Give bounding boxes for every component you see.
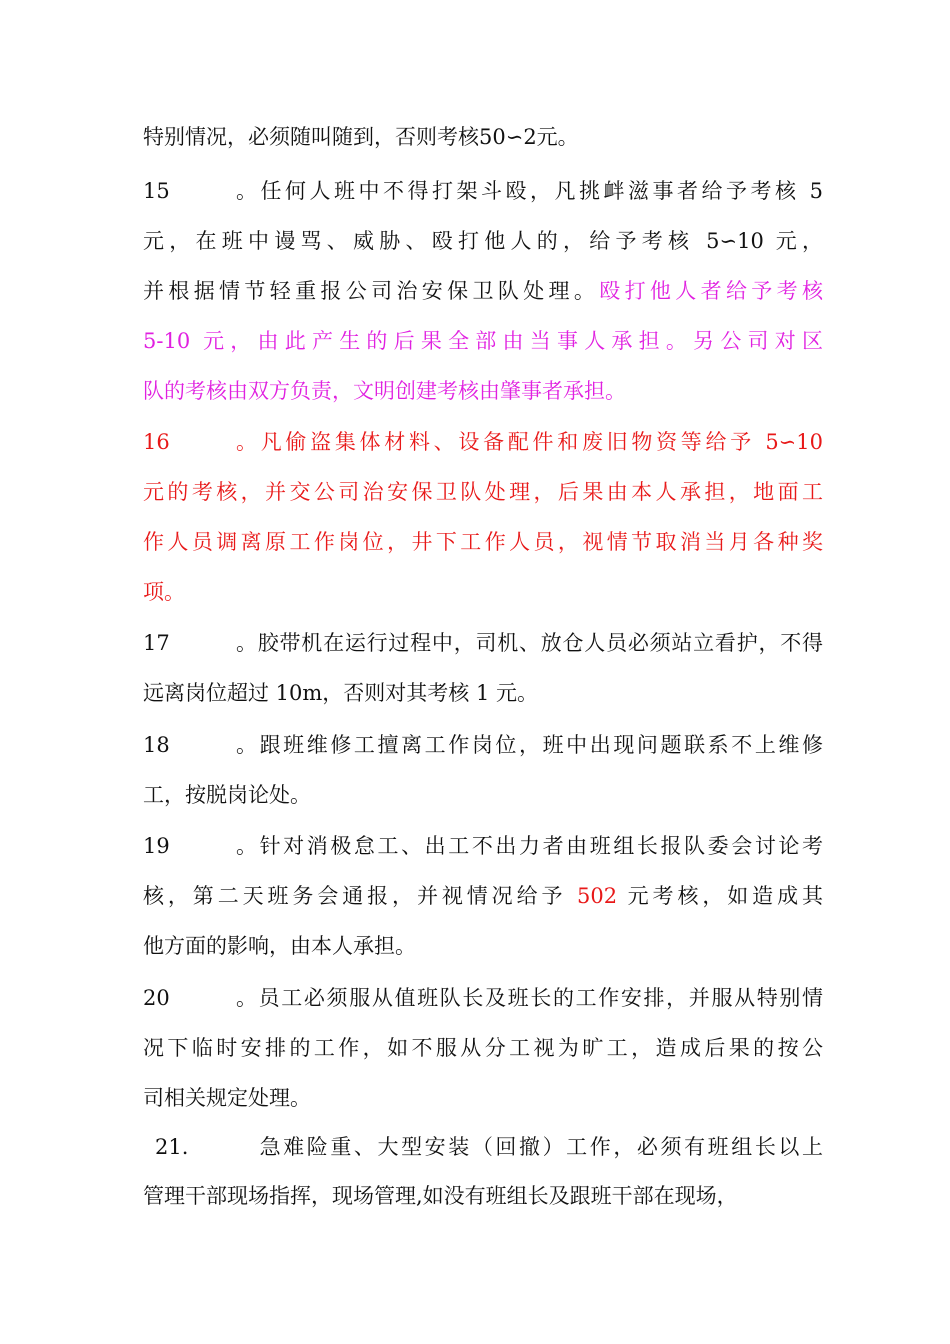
item-19-number: 19。 [143, 834, 257, 858]
item-16-line-2: 元的考核，并交公司治安保卫队处理，后果由本人承担，地面工 [143, 480, 823, 504]
item-21-line-1: 21. 急难险重、大型安装（回撤）工作，必须有班组长以上 [143, 1133, 823, 1161]
item-18-line-2: 工，按脱岗论处。 [143, 783, 311, 807]
item-16-line-1: 16。凡偷盗集体材料、设备配件和废旧物资等给予 5∽10 [143, 430, 823, 454]
item-15-line-5: 队的考核由双方负责，文明创建考核由肇事者承担。 [143, 379, 626, 403]
item-17-line-1: 17。胶带机在运行过程中，司机、放仓人员必须站立看护，不得 [143, 631, 823, 655]
item-21-line-2: 管理干部现场指挥，现场管理,如没有班组长及跟班干部在现场， [143, 1184, 738, 1208]
item-20-line-1: 20。员工必须服从值班队长及班长的工作安排，并服从特别情 [143, 986, 823, 1010]
item-15-number: 15。 [143, 179, 257, 203]
item-18-number: 18。 [143, 733, 257, 757]
item-20-line-2: 况下临时安排的工作，如不服从分工视为旷工，造成后果的按公 [143, 1036, 823, 1060]
item-20-line-3: 司相关规定处理。 [143, 1086, 311, 1110]
item-16-line-3: 作人员调离原工作岗位，井下工作人员，视情节取消当月各种奖 [143, 530, 823, 554]
item-20-number: 20。 [143, 986, 257, 1010]
item-19-line-2: 核，第二天班务会通报，并视情况给予 502 元考核，如造成其 [143, 884, 823, 908]
item-15-line-3: 并根据情节轻重报公司治安保卫队处理。殴打他人者给予考核 [143, 279, 824, 303]
intro-line: 特别情况，必须随叫随到，否则考核50∽2元。 [143, 125, 579, 149]
item-19-line-1: 19。针对消极怠工、出工不出力者由班组长报队委会讨论考 [143, 834, 823, 858]
pink-highlight-text: 殴打他人者给予考核 [599, 279, 824, 303]
item-17-line-2: 远离岗位超过 10m，否则对其考核 1 元。 [143, 681, 539, 705]
item-17-number: 17。 [143, 631, 257, 655]
item-15-line-2: 元，在班中谩骂、威胁、殴打他人的，给予考核 5∽10 元， [143, 229, 823, 253]
item-15-line-4: 5-10 元，由此产生的后果全部由当事人承担。另公司对区 [143, 329, 823, 353]
item-16-number: 16。 [143, 430, 257, 454]
item-16-line-4: 项。 [143, 580, 185, 604]
item-19-line-3: 他方面的影响，由本人承担。 [143, 934, 416, 958]
item-15-line-1: 15。任何人班中不得打架斗殴，凡挑衅滋事者给予考核 5 [143, 179, 823, 203]
item-18-line-1: 18。跟班维修工擅离工作岗位，班中出现问题联系不上维修 [143, 733, 823, 757]
red-amount-text: 502 [576, 884, 618, 908]
item-21-number: 21. [155, 1135, 189, 1159]
